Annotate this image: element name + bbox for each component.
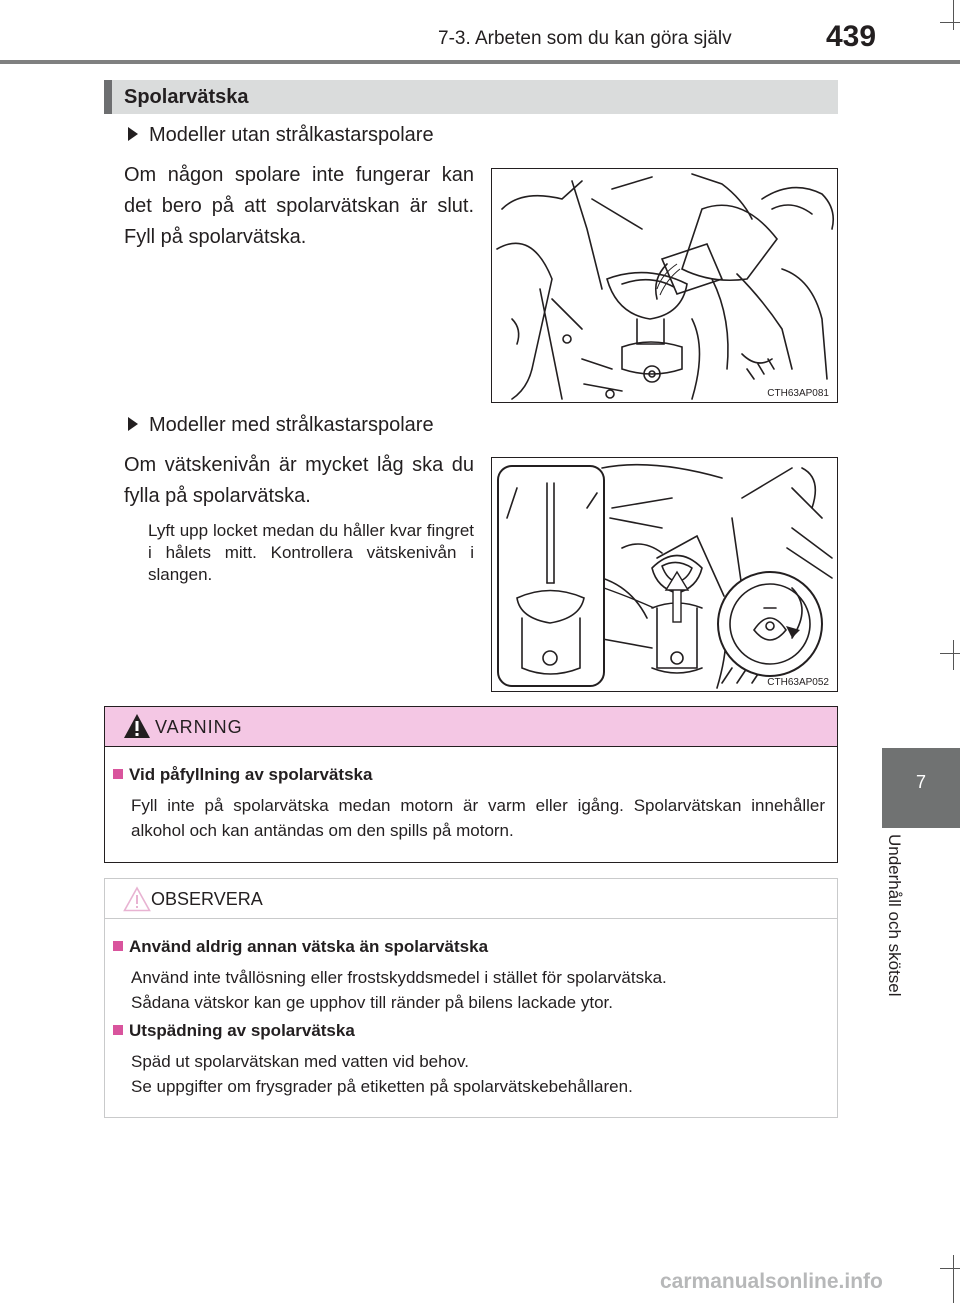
figure-refill-funnel — [491, 168, 838, 403]
block2-text: Om vätskenivån är mycket låg ska du fylla på spolarvätska. — [124, 454, 474, 507]
notice-item-title-2-text: Utspädning av spolarvätska — [129, 1021, 355, 1040]
crop-mark — [953, 0, 954, 30]
block2-heading — [128, 414, 434, 437]
warning-triangle-icon — [123, 713, 151, 739]
notice-item-2-line-2: Se uppgifter om frysgrader på etiketten på spolarvätskebehållaren. — [131, 1077, 633, 1096]
section-title: Spolarvätska — [124, 86, 249, 108]
crop-mark — [953, 640, 954, 670]
notice-header — [105, 879, 837, 919]
warning-label: VARNING — [155, 717, 243, 737]
crop-mark — [940, 22, 960, 23]
warning-item-body: Fyll inte på spolarvätska medan motorn är varm eller igång. Spolarvätskan innehåller alkohol och kan antändas om den spills på motorn. — [131, 796, 825, 840]
block2-heading-text: Modeller med strålkastarspolare — [149, 414, 434, 436]
notice-item-title-1-text: Använd aldrig annan vätska än spolarvätska — [129, 937, 489, 956]
crop-mark — [953, 1255, 954, 1303]
notice-item-title-1 — [113, 937, 488, 957]
notice-item-body-1 — [131, 965, 825, 1015]
figure-code: CTH63AP052 — [767, 677, 829, 688]
notice-label: OBSERVERA — [151, 889, 263, 909]
pink-square-bullet-icon — [113, 941, 123, 951]
triangle-bullet-icon — [128, 127, 138, 141]
watermark: carmanualsonline.info — [660, 1270, 883, 1293]
block1-heading-text: Modeller utan strålkastarspolare — [149, 124, 434, 146]
chapter-tab-number: 7 — [882, 748, 960, 828]
notice-item-1-line-2: Sådana vätskor kan ge upphov till ränder på bilens lackade ytor. — [131, 993, 613, 1012]
warning-item-title — [113, 765, 372, 785]
caution-triangle-outline-icon — [123, 886, 151, 912]
running-header-section: 7-3. Arbeten som du kan göra själv — [438, 28, 732, 49]
notice-item-title-2 — [113, 1021, 355, 1041]
chapter-tab-label — [882, 828, 922, 1088]
figure-reservoir-cap — [491, 457, 838, 692]
reservoir-cap-illustration — [492, 458, 838, 692]
crop-mark — [940, 1268, 960, 1269]
block1-text: Om någon spolare inte fungerar kan det bero på att spolarvätskan är slut. Fyll på spolarvätska. — [124, 164, 474, 248]
warning-header — [105, 707, 837, 747]
crop-mark — [940, 653, 960, 654]
warning-item-title-text: Vid påfyllning av spolarvätska — [129, 765, 373, 784]
block2-subtext: Lyft upp locket medan du håller kvar fingret i hålets mitt. Kontrollera vätskenivån i slangen. — [148, 521, 474, 584]
section-title-bar — [104, 80, 838, 114]
header-rule — [0, 60, 960, 64]
chapter-tab-label-text: Underhåll och skötsel — [885, 834, 904, 997]
pink-square-bullet-icon — [113, 1025, 123, 1035]
engine-bay-funnel-illustration — [492, 169, 838, 403]
page-number: 439 — [826, 20, 877, 53]
pink-square-bullet-icon — [113, 769, 123, 779]
triangle-bullet-icon — [128, 417, 138, 431]
notice-item-body-2 — [131, 1049, 825, 1099]
notice-box — [104, 878, 838, 1118]
block1-heading — [128, 124, 434, 147]
figure-code: CTH63AP081 — [767, 388, 829, 399]
warning-box — [104, 706, 838, 863]
notice-item-1-line-1: Använd inte tvållösning eller frostskyddsmedel i stället för spolarvätska. — [131, 968, 667, 987]
notice-item-2-line-1: Späd ut spolarvätskan med vatten vid behov. — [131, 1052, 469, 1071]
